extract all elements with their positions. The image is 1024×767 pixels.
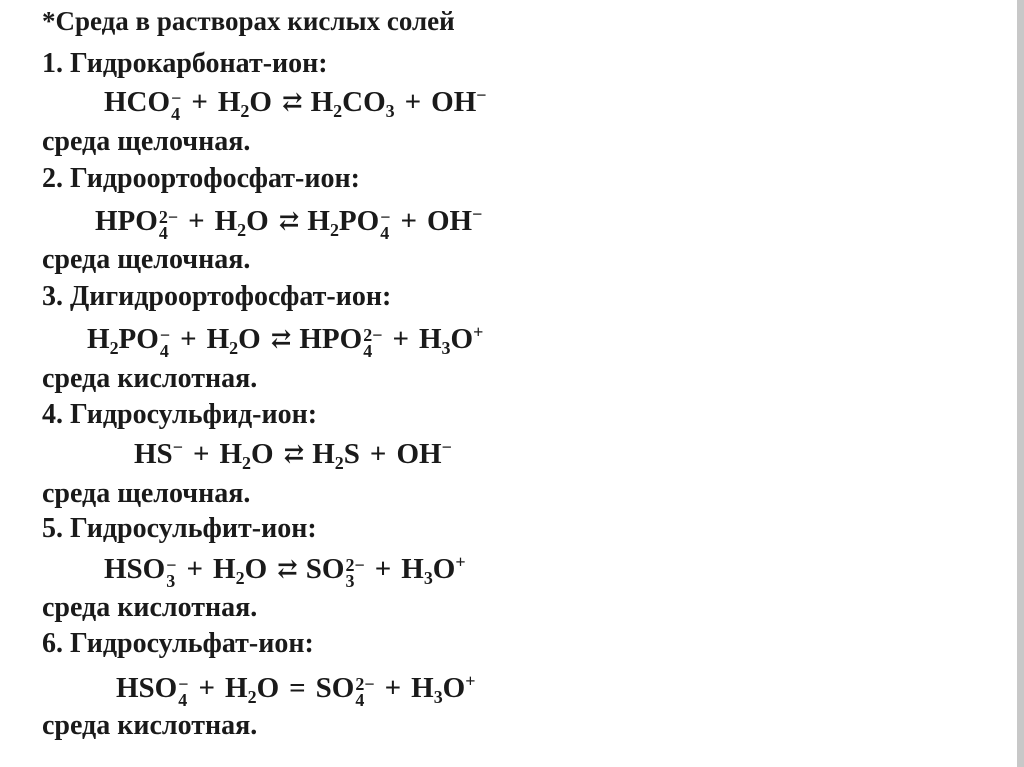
water: $H_2O$: [219, 437, 274, 473]
product-2: $H_3O^+$: [411, 671, 476, 707]
item-5-medium: среда кислотная.: [42, 592, 258, 623]
product-2: OH−: [431, 85, 487, 118]
item-4-heading: 4. Гидросульфид-ион:: [42, 399, 318, 430]
item-1-heading: 1. Гидрокарбонат-ион:: [42, 48, 328, 79]
water: $H_2O$: [217, 85, 272, 121]
item-1-medium: среда щелочная.: [42, 126, 251, 157]
reactant-ion: HPO 2− 4: [95, 204, 179, 244]
reactant-ion: $H_2PO$ − 4: [87, 322, 171, 362]
item-2-heading: 2. Гидроортофосфат-ион:: [42, 163, 360, 194]
product-2: OH−: [396, 437, 452, 470]
product-1: SO 2− 4: [315, 671, 375, 711]
equilibrium-arrow: ⇄: [278, 207, 298, 235]
product-1: SO 2− 3: [305, 552, 365, 592]
item-6-medium: среда кислотная.: [42, 710, 258, 741]
product-1: $H_2S$: [312, 437, 360, 473]
item-3-heading: 3. Дигидроортофосфат-ион:: [42, 281, 392, 312]
product-1: $H_2PO$ − 4: [307, 204, 391, 244]
reactant-ion: HSO − 4: [116, 671, 189, 711]
reactant-ion: HS−: [134, 437, 183, 470]
water: $H_2O$: [206, 322, 261, 358]
item-2-equation: HPO 2− 4 + $H_2O$ ⇄ $H_2PO$ − 4 + OH−: [95, 204, 483, 244]
equilibrium-arrow: ⇄: [283, 440, 303, 468]
item-6-equation: HSO − 4 + $H_2O$ = SO 2− 4 + $H_3O^+$: [116, 671, 476, 711]
page-title: *Среда в растворах кислых солей: [42, 6, 455, 36]
item-5-heading: 5. Гидросульфит-ион:: [42, 513, 317, 544]
page-edge-strip: [1017, 0, 1024, 767]
product-2: $H_3O^+$: [418, 322, 484, 358]
product-1: HPO 2− 4: [299, 322, 383, 362]
item-4-equation: $HS^- + H_2O$ ⇄ $H_2S + OH^-$: [134, 437, 452, 473]
item-5-equation: HSO − 3 + $H_2O$ ⇄ SO 2− 3 + $H_3O^+$: [104, 552, 466, 592]
equals-sign: =: [289, 671, 306, 704]
product-2: $H_3O^+$: [401, 552, 466, 588]
item-3-medium: среда кислотная.: [42, 363, 258, 394]
item-3-equation: $H_2PO$ − 4 + $H_2O$ ⇄ HPO 2− 4 + $H_3O^+$: [87, 322, 484, 362]
item-6-heading: 6. Гидросульфат-ион:: [42, 628, 314, 659]
water: $H_2O$: [213, 552, 268, 588]
water: $H_2O$: [214, 204, 269, 240]
product-1: $H_2CO_3$: [310, 85, 395, 121]
water: $H_2O$: [225, 671, 280, 707]
item-4-medium: среда щелочная.: [42, 478, 251, 509]
item-1-equation: HCO − 4 + $H_2O$ ⇄ $H_2CO_3 + OH^-$: [104, 85, 487, 125]
reactant-ion: HSO − 3: [104, 552, 177, 592]
equilibrium-arrow: ⇄: [281, 88, 301, 116]
equilibrium-arrow: ⇄: [277, 555, 296, 583]
item-2-medium: среда щелочная.: [42, 244, 251, 275]
reactant-ion: HCO − 4: [104, 85, 182, 125]
equilibrium-arrow: ⇄: [270, 325, 290, 353]
product-2: OH−: [426, 204, 483, 237]
